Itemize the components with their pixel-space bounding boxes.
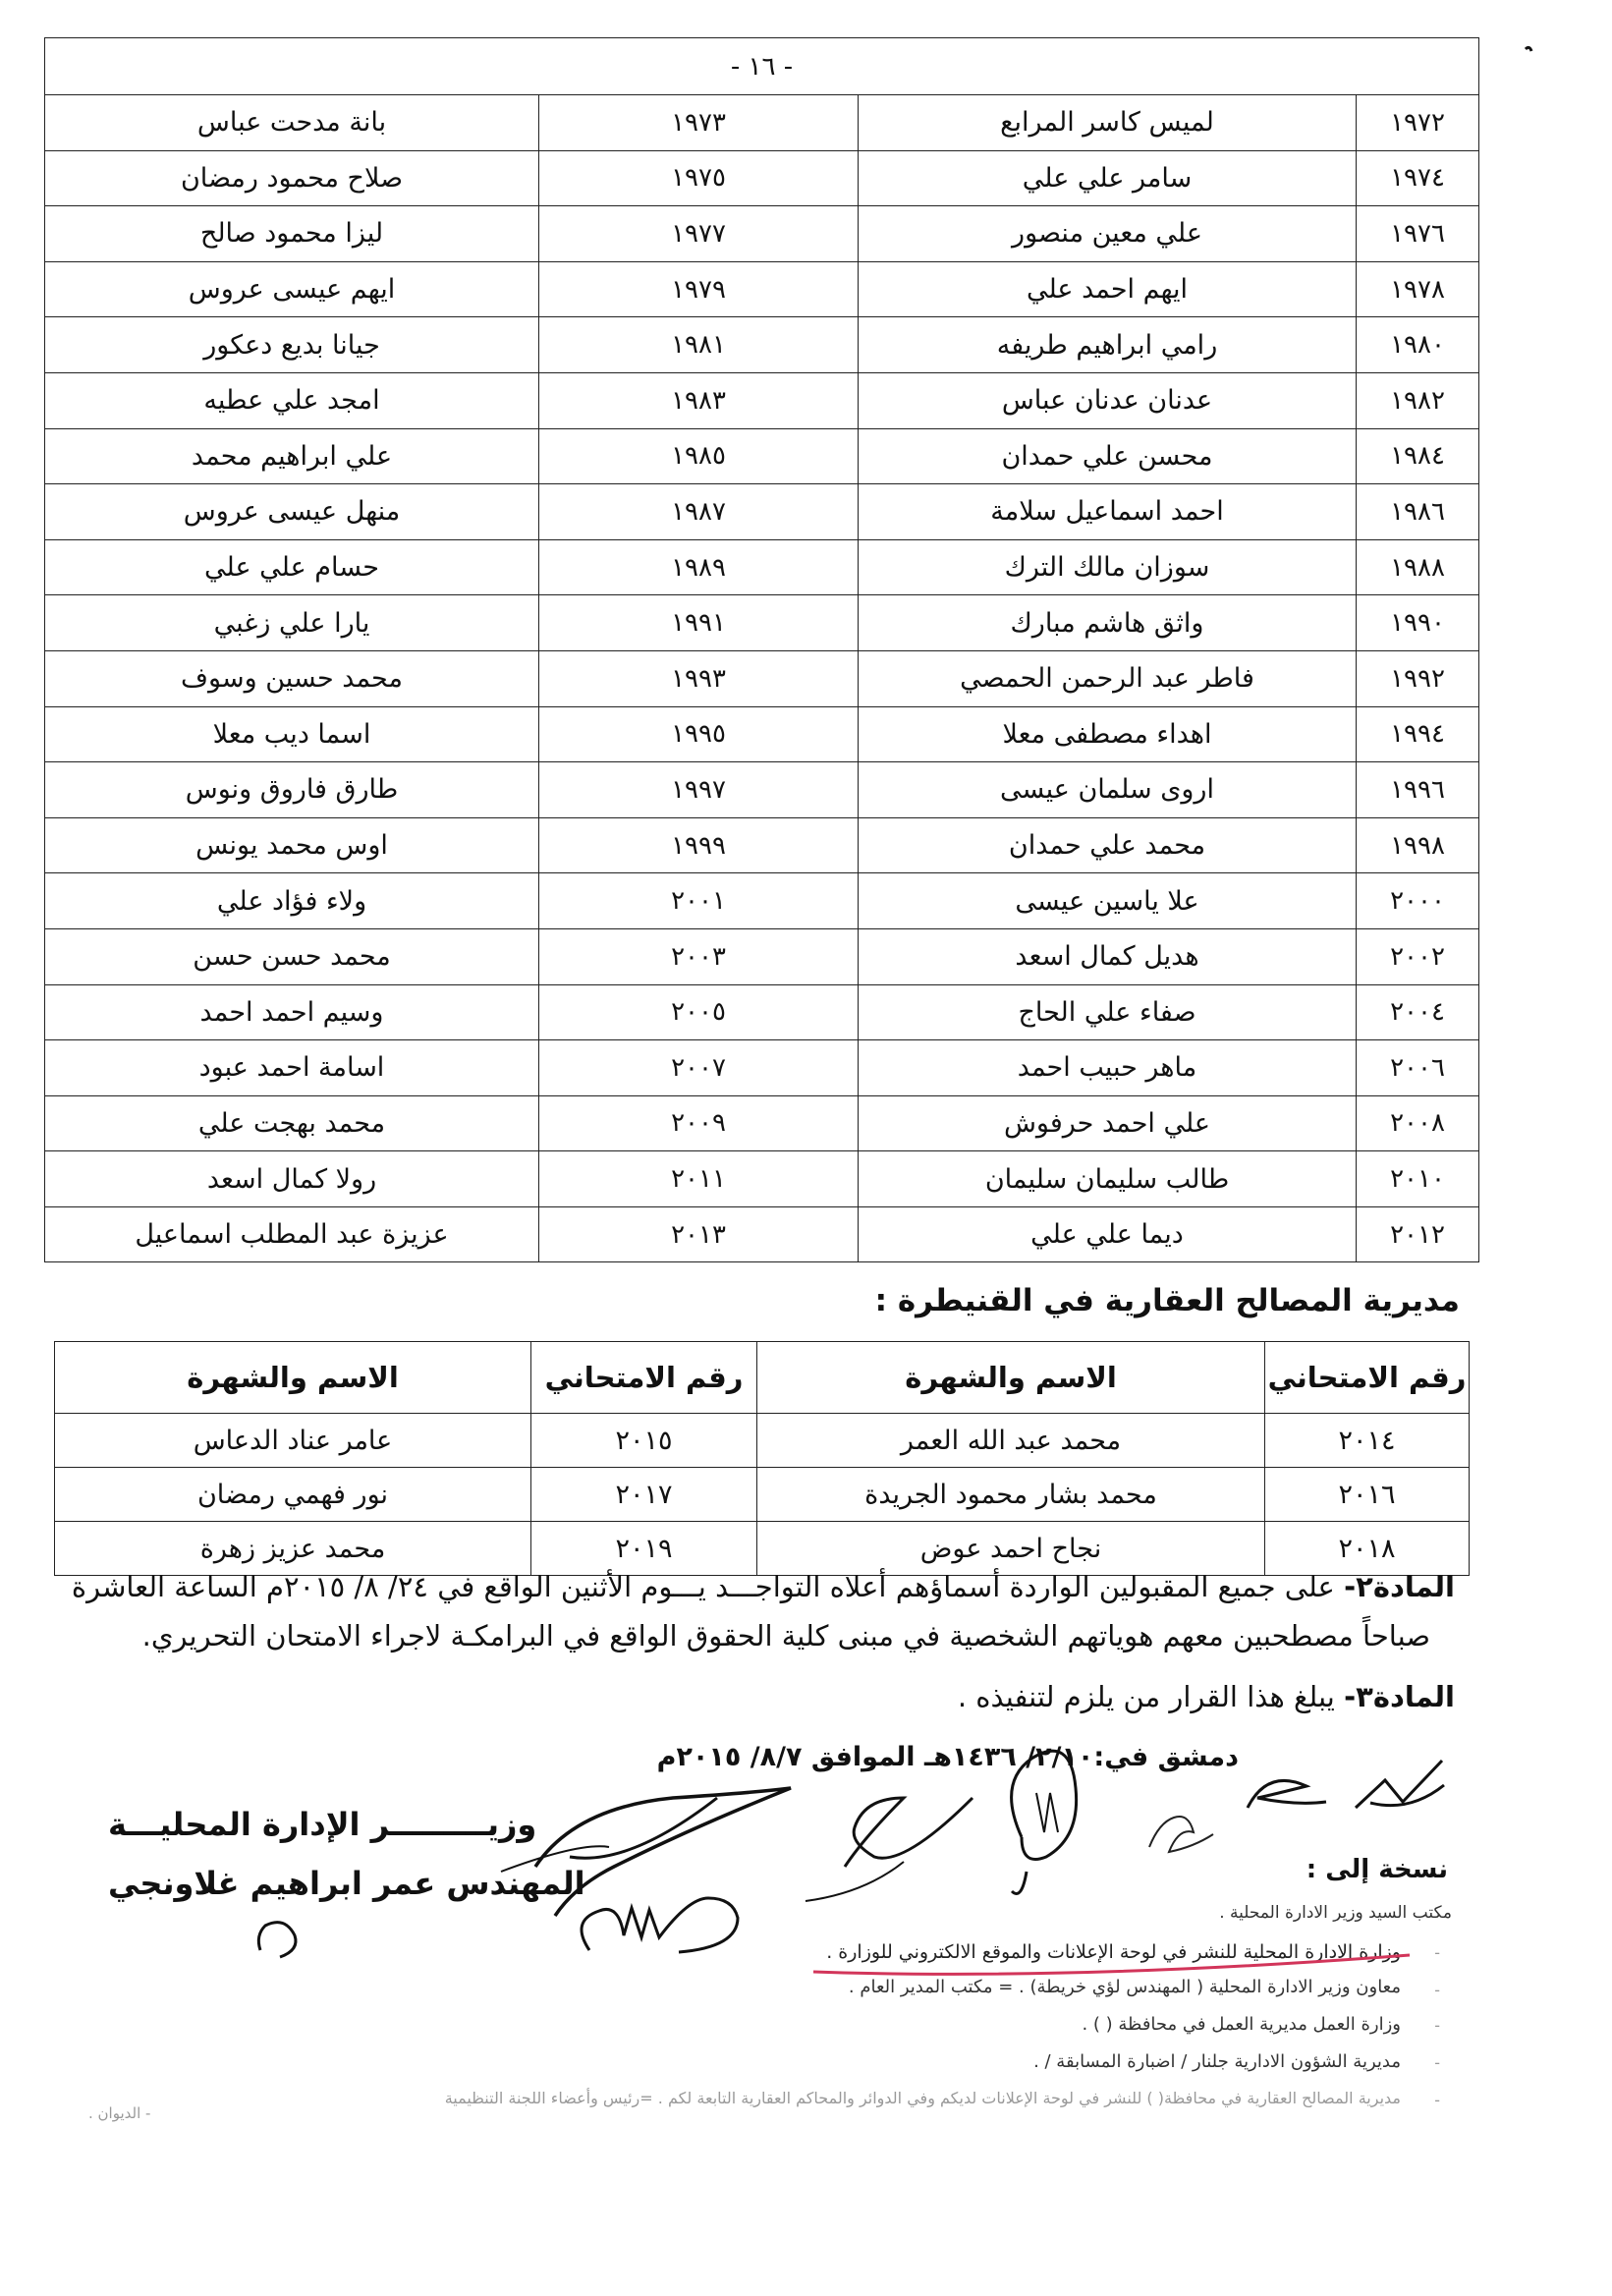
initials-signature [1356,1761,1444,1808]
exam-number: ١٩٨٨ [1357,539,1479,595]
candidate-name: حسام علي علي [45,539,539,595]
candidate-name: بانة مدحت عباس [45,95,539,151]
exam-number: ٢٠١١ [539,1151,859,1207]
exam-number: ١٩٩٠ [1357,595,1479,651]
candidate-name: علي ابراهيم محمد [45,428,539,484]
candidate-name: منهل عيسى عروس [45,484,539,540]
candidate-name: ولاء فؤاد علي [45,873,539,929]
candidate-name: فاطر عبد الرحمن الحمصي [859,650,1357,706]
article-3-text: يبلغ هذا القرار من يلزم لتنفيذه . [957,1680,1335,1713]
exam-number: ٢٠١٩ [531,1522,757,1576]
candidate-name: علي معين منصور [859,206,1357,262]
dist-item-2: وزارة الادارة المحلية للنشر في لوحة الإعلانات والموقع الالكتروني للوزارة . [826,1941,1401,1963]
candidate-name: اروى سلمان عيسى [859,762,1357,818]
section-title: مديرية المصالح العقارية في القنيطرة : [874,1283,1460,1318]
candidate-name: اهداء مصطفى معلا [859,706,1357,762]
dist-item-6: مديرية المصالح العقارية في محافظة( ) للنشر في لوحة الإعلانات لديكم وفي الدوائر والمحاكم العقارية التابعة لكم . =رئيس وأعضاء اللجنة التنظيمية [444,2089,1401,2107]
candidate-name: ليزا محمود صالح [45,206,539,262]
exam-number: ١٩٨٢ [1357,372,1479,428]
exam-number: ١٩٨٤ [1357,428,1479,484]
exam-number: ١٩٨٩ [539,539,859,595]
candidate-name: امجد علي عطيه [45,372,539,428]
page-number: - ١٦ - [45,38,1479,95]
candidate-name: طالب سليمان سليمان [859,1151,1357,1207]
exam-number: ٢٠٠٢ [1357,928,1479,984]
candidate-name: علا ياسين عيسى [859,873,1357,929]
dist-item-5: مديرية الشؤون الادارية جلنار / اضبارة المسابقة / . [1033,2051,1401,2072]
candidate-name: عامر عناد الدعاس [55,1414,531,1468]
minister-name: المهندس عمر ابراهيم غلاونجي [108,1865,585,1902]
dist-item-4: وزارة العمل مديرية العمل في محافظة ( ) . [1082,2014,1401,2035]
copy-to-label: نسخة إلى : [1306,1855,1448,1884]
article-3-label: المادة٣- [1344,1680,1455,1713]
exam-number: ١٩٧٨ [1357,261,1479,317]
stamp-signature [1036,1793,1058,1832]
exam-number: ٢٠١٧ [531,1468,757,1522]
article-2-text-2: صباحاً مصطحبين معهم هوياتهم الشخصية في مبنى كلية الحقوق الواقع في البرامكـة لاجراء الامتحان التحريري. [141,1619,1430,1652]
exam-number: ١٩٧٧ [539,206,859,262]
exam-number: ٢٠١٥ [531,1414,757,1468]
candidate-name: صفاء علي الحاج [859,984,1357,1040]
candidate-name: طارق فاروق ونوس [45,762,539,818]
exam-number: ٢٠١٤ [1265,1414,1470,1468]
exam-number: ١٩٩٣ [539,650,859,706]
candidate-name: محمد حسن حسن [45,928,539,984]
exam-number: ٢٠١٨ [1265,1522,1470,1576]
header-exam-no-right: رقم الامتحاني [1265,1342,1470,1414]
article-2-text-1: على جميع المقبولين الواردة أسماؤهم أعلاه التواجـــد يـــوم الأثنين الواقع في ٢٤/ ٨/ ٢٠١٥م الساعة العاشرة [71,1570,1335,1603]
middle-signature [806,1862,904,1901]
dist-item-7: - الديوان . [88,2104,151,2122]
candidate-name: اسما ديب معلا [45,706,539,762]
exam-number: ١٩٧٣ [539,95,859,151]
exam-number: ٢٠١٦ [1265,1468,1470,1522]
exam-number: ١٩٧٦ [1357,206,1479,262]
exam-number: ٢٠٠٩ [539,1095,859,1151]
candidate-name: رامي ابراهيم طريفه [859,317,1357,373]
minister-signature [582,1898,738,1952]
middle-signature [845,1798,973,1867]
red-underline [813,1955,1410,1974]
exam-number: ٢٠٠٠ [1357,873,1479,929]
exam-number: ٢٠٠٧ [539,1040,859,1096]
candidate-name: نجاح احمد عوض [757,1522,1265,1576]
exam-number: ٢٠٠٣ [539,928,859,984]
candidate-name: عزيزة عبد المطلب اسماعيل [45,1206,539,1262]
candidate-name: ماهر حبيب احمد [859,1040,1357,1096]
candidate-name: محمد بهجت علي [45,1095,539,1151]
candidate-name: عدنان عدنان عباس [859,372,1357,428]
exam-number: ٢٠٠٦ [1357,1040,1479,1096]
dist-item-3: معاون وزير الادارة المحلية ( المهندس لؤي خريطة) . = مكتب المدير العام . [848,1977,1401,1997]
exam-number: ١٩٨٦ [1357,484,1479,540]
header-name-right: الاسم والشهرة [757,1342,1265,1414]
candidate-name: محمد عزيز زهرة [55,1522,531,1576]
article-2-label: المادة٢- [1344,1570,1455,1603]
candidate-name: صلاح محمود رمضان [45,150,539,206]
exam-number: ٢٠٠٤ [1357,984,1479,1040]
candidate-name: نور فهمي رمضان [55,1468,531,1522]
candidate-name: واثق هاشم مبارك [859,595,1357,651]
exam-number: ١٩٧٤ [1357,150,1479,206]
exam-number: ١٩٩٨ [1357,817,1479,873]
exam-number: ٢٠١٢ [1357,1206,1479,1262]
exam-number: ١٩٩١ [539,595,859,651]
candidate-name: علي احمد حرفوش [859,1095,1357,1151]
exam-number: ١٩٩٢ [1357,650,1479,706]
candidate-name: اوس محمد يونس [45,817,539,873]
exam-number: ١٩٨٣ [539,372,859,428]
minister-title: وزيـــــــــر الإدارة المحليـــة [108,1806,537,1843]
exam-number: ١٩٧٩ [539,261,859,317]
exam-number: ١٩٨٠ [1357,317,1479,373]
candidate-name: محمد حسين وسوف [45,650,539,706]
dist-item-1: مكتب السيد وزير الادارة المحلية . [1219,1903,1452,1923]
candidate-name: جيانا بديع دعكور [45,317,539,373]
header-exam-no-left: رقم الامتحاني [531,1342,757,1414]
exam-number: ٢٠١٣ [539,1206,859,1262]
candidate-name: هديل كمال اسعد [859,928,1357,984]
exam-number: ١٩٨٧ [539,484,859,540]
candidate-name: ايهم احمد علي [859,261,1357,317]
date-line: دمشق في:٢/١٠/ ١٤٣٦هـ الموافق ٨/٧/ ٢٠١٥م [656,1742,1239,1772]
candidate-name: محمد بشار محمود الجريدة [757,1468,1265,1522]
dash-marker: - [1434,1943,1440,1962]
exam-number: ١٩٩٧ [539,762,859,818]
candidate-name: محمد عبد الله العمر [757,1414,1265,1468]
exam-number: ١٩٨١ [539,317,859,373]
stamp-signature [1012,1872,1027,1894]
exam-number: ١٩٩٥ [539,706,859,762]
exam-number: ١٩٩٦ [1357,762,1479,818]
stamp-signature [1012,1751,1077,1859]
candidate-name: محمد علي حمدان [859,817,1357,873]
candidate-name: اسامة احمد عبود [45,1040,539,1096]
initials-signature [1149,1817,1213,1852]
minister-signature [258,1923,296,1957]
header-name-left: الاسم والشهرة [55,1342,531,1414]
candidate-name: ايهم عيسى عروس [45,261,539,317]
candidate-name: سوزان مالك الترك [859,539,1357,595]
candidate-name: لميس كاسر المرابع [859,95,1357,151]
pen-mark [1526,47,1531,51]
exam-number: ٢٠٠٨ [1357,1095,1479,1151]
exam-number: ١٩٧٢ [1357,95,1479,151]
exam-number: ١٩٨٥ [539,428,859,484]
exam-number: ١٩٧٥ [539,150,859,206]
initials-signature [1248,1780,1326,1808]
dash-marker: - [1434,2016,1440,2035]
dash-marker: - [1434,2053,1440,2072]
exam-number: ٢٠١٠ [1357,1151,1479,1207]
exam-number: ١٩٩٤ [1357,706,1479,762]
candidate-name: محسن علي حمدان [859,428,1357,484]
candidate-name: وسيم احمد احمد [45,984,539,1040]
exam-number: ٢٠٠٥ [539,984,859,1040]
candidate-name: يارا علي زغبي [45,595,539,651]
candidate-name: احمد اسماعيل سلامة [859,484,1357,540]
candidate-name: رولا كمال اسعد [45,1151,539,1207]
exam-number: ١٩٩٩ [539,817,859,873]
candidate-name: ديما علي علي [859,1206,1357,1262]
minister-signature [535,1788,791,1916]
dash-marker: - [1434,1981,1440,1999]
exam-number: ٢٠٠١ [539,873,859,929]
dash-marker: - [1434,2091,1440,2109]
candidate-name: سامر علي علي [859,150,1357,206]
